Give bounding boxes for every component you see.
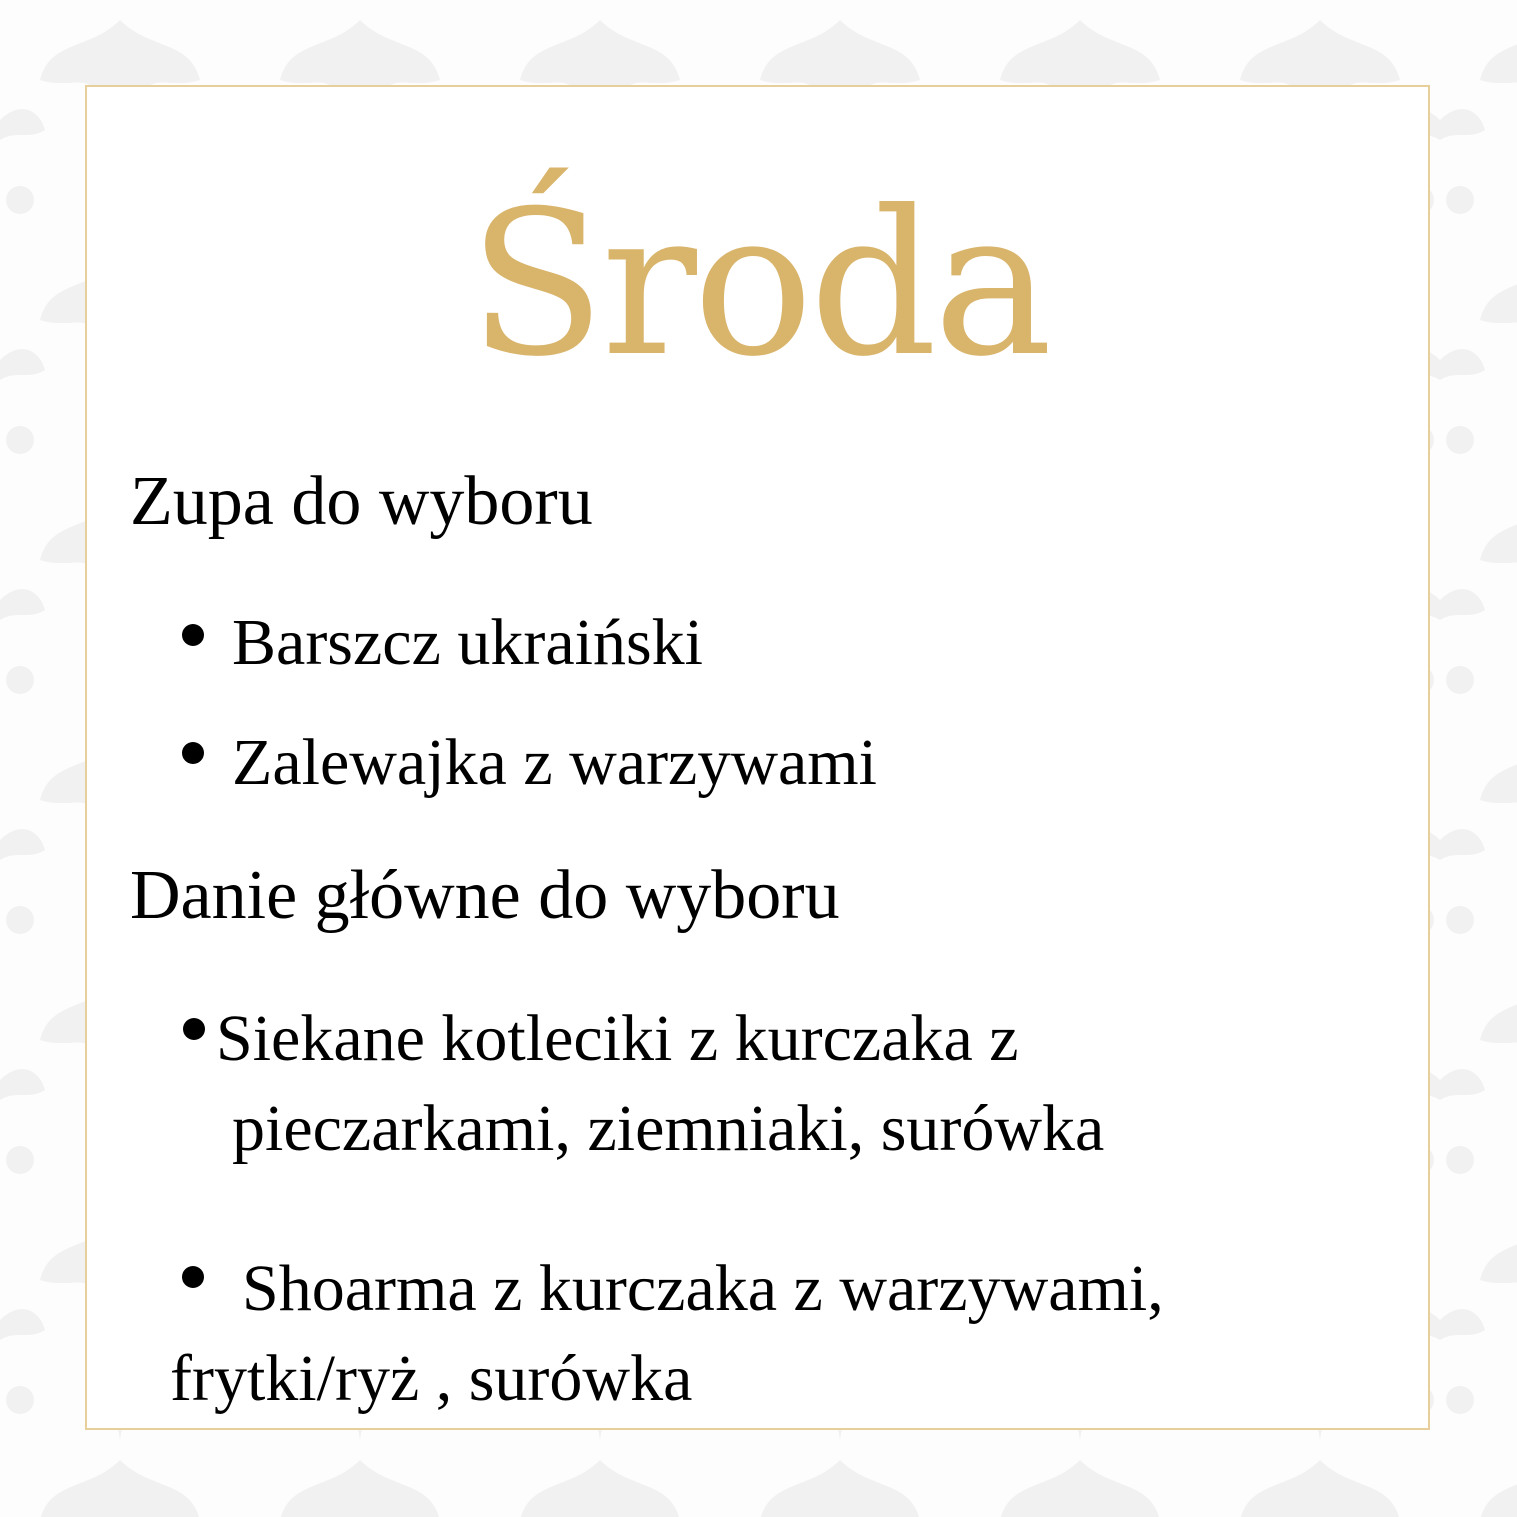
bullet-icon [183, 1018, 205, 1040]
soup-heading: Zupa do wyboru [130, 463, 593, 540]
bullet-icon [182, 1266, 204, 1288]
bullet-icon [182, 742, 204, 764]
bullet-icon [182, 624, 204, 646]
main-dish-item-line: Siekane kotleciki z kurczaka z [216, 1002, 1019, 1075]
main-dish-item-line: pieczarkami, ziemniaki, surówka [232, 1092, 1105, 1165]
main-dish-heading: Danie główne do wyboru [130, 857, 840, 934]
soup-item: Barszcz ukraiński [232, 606, 703, 679]
main-dish-item-line: Shoarma z kurczaka z warzywami, [242, 1252, 1164, 1325]
day-title: Środa [468, 168, 1049, 401]
main-dish-item-line: frytki/ryż , surówka [170, 1342, 693, 1415]
soup-item: Zalewajka z warzywami [232, 726, 877, 799]
